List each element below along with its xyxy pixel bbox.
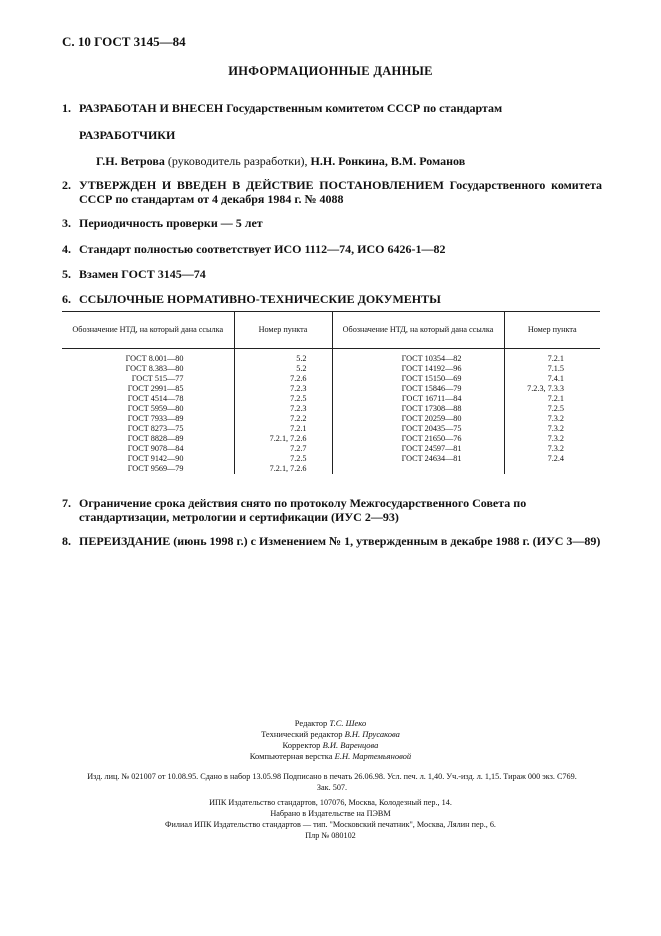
right-point-cell	[504, 349, 600, 475]
item-8	[62, 534, 602, 548]
item-number: 5.	[62, 267, 71, 281]
references-table	[62, 311, 600, 474]
table-cell: 7.2.3	[290, 404, 307, 413]
item-6	[62, 292, 602, 306]
page-title: ИНФОРМАЦИОННЫЕ ДАННЫЕ	[228, 64, 433, 78]
column-header: Номер пункта	[504, 312, 600, 349]
item-text: ССЫЛОЧНЫЕ НОРМАТИВНО-ТЕХНИЧЕСКИЕ ДОКУМЕНТЫ	[79, 292, 441, 306]
item-number: 4.	[62, 242, 71, 256]
table-cell: ГОСТ 9569—79	[127, 464, 184, 473]
table-cell: ГОСТ 4514—78	[127, 394, 184, 403]
table-cell: 7.2.6	[290, 374, 307, 383]
item-number: 6.	[62, 292, 71, 306]
credit-line	[0, 751, 661, 762]
item-4	[62, 242, 602, 256]
imprint-line: Изд. лиц. № 021007 от 10.08.95. Сдано в набор 13.05.98 Подписано в печать 26.06.98. Усл. печ. л. 1,40. Уч.-изд. л. 1,15. Тираж 000 экз. С769.	[87, 772, 577, 781]
item-1	[62, 101, 602, 115]
imprint-line: Зак. 507.	[316, 782, 348, 792]
imprint-block	[62, 772, 602, 793]
item-text: УТВЕРЖДЕН И ВВЕДЕН В ДЕЙСТВИЕ ПОСТАНОВЛЕНИЕМ Государственного комитета СССР по стандартам от 4 декабря 1984 г. № 4088	[79, 178, 602, 206]
table-cell: 7.2.5	[290, 394, 307, 403]
developer-names: Н.Н. Ронкина, В.М. Романов	[310, 154, 466, 168]
table-cell: 7.2.7	[290, 444, 307, 453]
developers-list	[96, 154, 465, 169]
credit-line	[0, 718, 661, 729]
table-cell: ГОСТ 24597—81	[401, 444, 462, 453]
left-point-cell	[234, 349, 332, 475]
column-header: Обозначение НТД, на который дана ссылка	[332, 312, 504, 349]
table-cell: 7.3.2	[547, 414, 564, 423]
table-cell: ГОСТ 8273—75	[127, 424, 184, 433]
table-cell: 7.4.1	[547, 374, 564, 383]
table-cell: ГОСТ 24634—81	[401, 454, 462, 463]
credit-name: В.И. Варенцова	[322, 740, 379, 750]
table-cell: ГОСТ 8.001—80	[125, 354, 184, 363]
item-number: 8.	[62, 534, 71, 548]
item-text: РАЗРАБОТАН И ВНЕСЕН Государственным комитетом СССР по стандартам	[79, 101, 503, 115]
item-5	[62, 267, 602, 281]
table-cell: 7.2.1	[290, 424, 307, 433]
table-cell: ГОСТ 8828—89	[127, 434, 184, 443]
table-cell: ГОСТ 14192—96	[401, 364, 462, 373]
credit-role: Технический редактор	[261, 729, 343, 739]
developer-role: (руководитель разработки),	[167, 154, 308, 168]
item-text: Ограничение срока действия снято по протоколу Межгосударственного Совета по стандартизации, метрологии и сертификации (ИУС 2—93)	[79, 496, 527, 524]
credit-name: Е.Н. Мартемьяновой	[334, 751, 412, 761]
table-cell: ГОСТ 15150—69	[401, 374, 462, 383]
table-cell: 7.2.5	[547, 404, 564, 413]
table-cell: 7.2.3, 7.3.3	[527, 384, 564, 393]
credit-role: Компьютерная верстка	[249, 751, 333, 761]
table-cell: ГОСТ 2991—85	[127, 384, 184, 393]
table-cell: ГОСТ 9078—84	[127, 444, 184, 453]
table-header-row	[62, 312, 600, 349]
credit-role: Корректор	[282, 740, 321, 750]
credit-line	[0, 729, 661, 740]
table-cell: 5.2	[296, 354, 307, 363]
item-3	[62, 216, 602, 230]
credit-line	[0, 740, 661, 751]
table-cell: 5.2	[296, 364, 307, 373]
column-header: Обозначение НТД, на который дана ссылка	[62, 312, 234, 349]
table-cell: ГОСТ 16711—84	[401, 394, 462, 403]
right-ntd-cell	[332, 349, 504, 475]
table-cell: 7.2.3	[290, 384, 307, 393]
item-number: 7.	[62, 496, 71, 510]
item-text: Периодичность проверки — 5 лет	[79, 216, 263, 230]
left-ntd-cell	[62, 349, 234, 475]
item-text: ПЕРЕИЗДАНИЕ (июнь 1998 г.) с Изменением № 1, утвержденным в декабре 1988 г. (ИУС 3—89)	[79, 534, 601, 548]
table-cell: ГОСТ 20259—80	[401, 414, 462, 423]
credit-role: Редактор	[294, 718, 328, 728]
item-number: 2.	[62, 178, 71, 192]
item-number: 1.	[62, 101, 71, 115]
table-body-row	[62, 349, 600, 475]
table-cell: 7.3.2	[547, 444, 564, 453]
item-number: 3.	[62, 216, 71, 230]
credit-name: Т.С. Шеко	[329, 718, 367, 728]
table-cell: ГОСТ 17308—88	[401, 404, 462, 413]
table-cell: 7.3.2	[547, 424, 564, 433]
table-cell: ГОСТ 9142—90	[127, 454, 184, 463]
table-cell: ГОСТ 5959—80	[127, 404, 184, 413]
publisher-line: Филиал ИПК Издательство стандартов — тип. "Московский печатник", Москва, Лялин пер., 6.	[165, 820, 496, 829]
publisher-line: Плр № 080102	[305, 831, 356, 840]
credits-block	[0, 718, 661, 762]
table-cell: 7.3.2	[547, 434, 564, 443]
item-text: Взамен ГОСТ 3145—74	[79, 267, 206, 281]
developers-heading: РАЗРАБОТЧИКИ	[79, 128, 176, 142]
table-cell: 7.2.2	[290, 414, 307, 423]
page-header: С. 10 ГОСТ 3145—84	[62, 34, 186, 49]
table-cell: 7.2.1	[547, 394, 564, 403]
column-header: Номер пункта	[234, 312, 332, 349]
publisher-line: ИПК Издательство стандартов, 107076, Москва, Колодезный пер., 14.	[209, 798, 452, 807]
table-cell: ГОСТ 21650—76	[401, 434, 462, 443]
publisher-block	[0, 797, 661, 841]
table-cell: 7.2.5	[290, 454, 307, 463]
table-cell: 7.2.4	[547, 454, 564, 463]
developer-name: Г.Н. Ветрова	[96, 154, 165, 168]
table-cell: ГОСТ 15846—79	[401, 384, 462, 393]
table-cell: 7.1.5	[547, 364, 564, 373]
table-cell: 7.2.1, 7.2.6	[269, 464, 307, 473]
table-cell: ГОСТ 8.383—80	[125, 364, 184, 373]
table-cell: 7.2.1, 7.2.6	[269, 434, 307, 443]
item-text: Стандарт полностью соответствует ИСО 1112—74, ИСО 6426-1—82	[79, 242, 446, 256]
item-2	[62, 178, 602, 206]
table-cell: ГОСТ 515—77	[131, 374, 184, 383]
publisher-line: Набрано в Издательстве на ПЭВМ	[270, 809, 391, 818]
table-cell: ГОСТ 10354—82	[401, 354, 462, 363]
credit-name: В.Н. Прусакова	[344, 729, 400, 739]
table-cell: ГОСТ 20435—75	[401, 424, 462, 433]
table-cell: ГОСТ 7933—89	[127, 414, 184, 423]
table-cell: 7.2.1	[547, 354, 564, 363]
item-7	[62, 496, 602, 524]
